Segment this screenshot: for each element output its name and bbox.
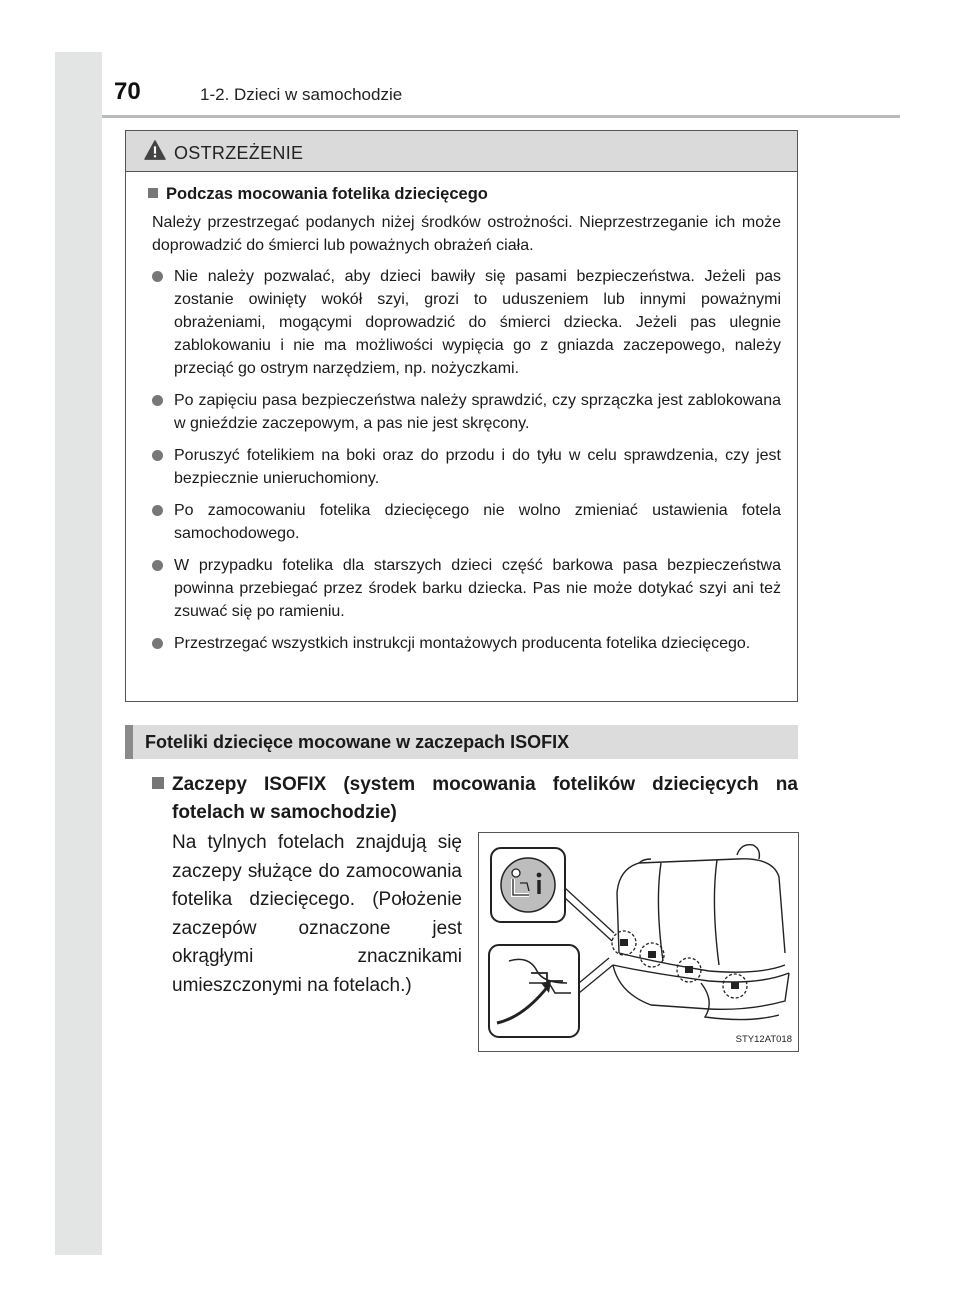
round-bullet-icon — [152, 638, 163, 649]
list-item-text: Po zapięciu pasa bezpieczeństwa należy sprawdzić, czy sprzączka jest zablokowana w gnieździe zaczepowym, a pas nie jest skręcony. — [174, 392, 781, 432]
rear-seat-illustration — [479, 833, 797, 1050]
square-bullet-icon — [148, 188, 158, 198]
round-bullet-icon — [152, 395, 163, 406]
warning-body — [126, 171, 797, 664]
list-item-text: Poruszyć fotelikiem na boki oraz do przodu i do tyłu w celu sprawdzenia, czy jest bezpiecznie unieruchomiony. — [174, 447, 781, 487]
warning-title-bar — [126, 131, 797, 172]
section-header — [125, 725, 798, 759]
list-item-text: Po zamocowaniu fotelika dziecięcego nie wolno zmieniać ustawienia fotela samochodowego. — [174, 502, 781, 542]
chapter-title: 1-2. Dzieci w samochodzie — [200, 85, 403, 104]
subsection-heading-text: Zaczepy ISOFIX (system mocowania fotelików dziecięcych na fotelach w samochodzie) — [172, 774, 798, 823]
warning-title: OSTRZEŻENIE — [174, 143, 304, 163]
list-item-text: Przestrzegać wszystkich instrukcji montażowych producenta fotelika dziecięcego. — [174, 635, 751, 652]
figure-code: STY12AT018 — [735, 1034, 792, 1045]
seat-outline — [613, 845, 789, 1020]
isofix-marker-icons — [612, 931, 747, 998]
list-item — [148, 389, 781, 435]
list-item-text: W przypadku fotelika dla starszych dzieci część barkowa pasa bezpieczeństwa powinna przebiegać przez środek barku dziecka. Pas nie może dotykać szyi ani też zsuwać się po ramieniu. — [174, 557, 781, 620]
warning-box — [125, 130, 798, 702]
isofix-figure — [478, 832, 799, 1052]
page-number: 70 — [114, 78, 141, 105]
round-bullet-icon — [152, 505, 163, 516]
body-paragraph: Na tylnych fotelach znajdują się zaczepy służące do zamocowania fotelika dziecięcego. (Położenie zaczepów oznaczone jest okrągłymi znacznikami umieszczonymi na fotelach.) — [172, 832, 462, 996]
warning-intro: Należy przestrzegać podanych niżej środków ostrożności. Nieprzestrzeganie ich może doprowadzić do śmierci lub poważnych obrażeń ciała. — [152, 214, 781, 254]
section-title: Foteliki dziecięce mocowane w zaczepach ISOFIX — [145, 732, 570, 752]
warning-triangle-icon — [144, 139, 166, 161]
page-sidebar-strip — [55, 52, 102, 1255]
anchor-detail-icon — [489, 945, 579, 1037]
subsection-heading — [148, 771, 798, 827]
round-bullet-icon — [152, 450, 163, 461]
list-item — [148, 444, 781, 490]
list-item — [148, 554, 781, 623]
list-item-text: Nie należy pozwalać, aby dzieci bawiły się pasami bezpieczeństwa. Jeżeli pas zostanie owinięty wokół szyi, grozi to uduszeniem lub innymi poważnymi obrażeniami, mogącymi doprowadzić do śmierci dziecka. Jeżeli pas ulegnie zablokowaniu i nie ma możliwości wypięcia go z gniazda zaczepowego, należy przeciąć go ostrym narzędziem, np. nożyczkami. — [174, 268, 781, 377]
isofix-symbol-icon — [491, 848, 565, 922]
section-accent-bar — [125, 725, 133, 759]
round-bullet-icon — [152, 560, 163, 571]
round-bullet-icon — [152, 271, 163, 282]
list-item — [148, 632, 781, 655]
header-rule — [102, 115, 900, 118]
warning-heading-text: Podczas mocowania fotelika dziecięcego — [166, 185, 488, 203]
list-item — [148, 265, 781, 380]
warning-list — [148, 265, 781, 655]
warning-heading — [148, 183, 781, 205]
list-item — [148, 499, 781, 545]
